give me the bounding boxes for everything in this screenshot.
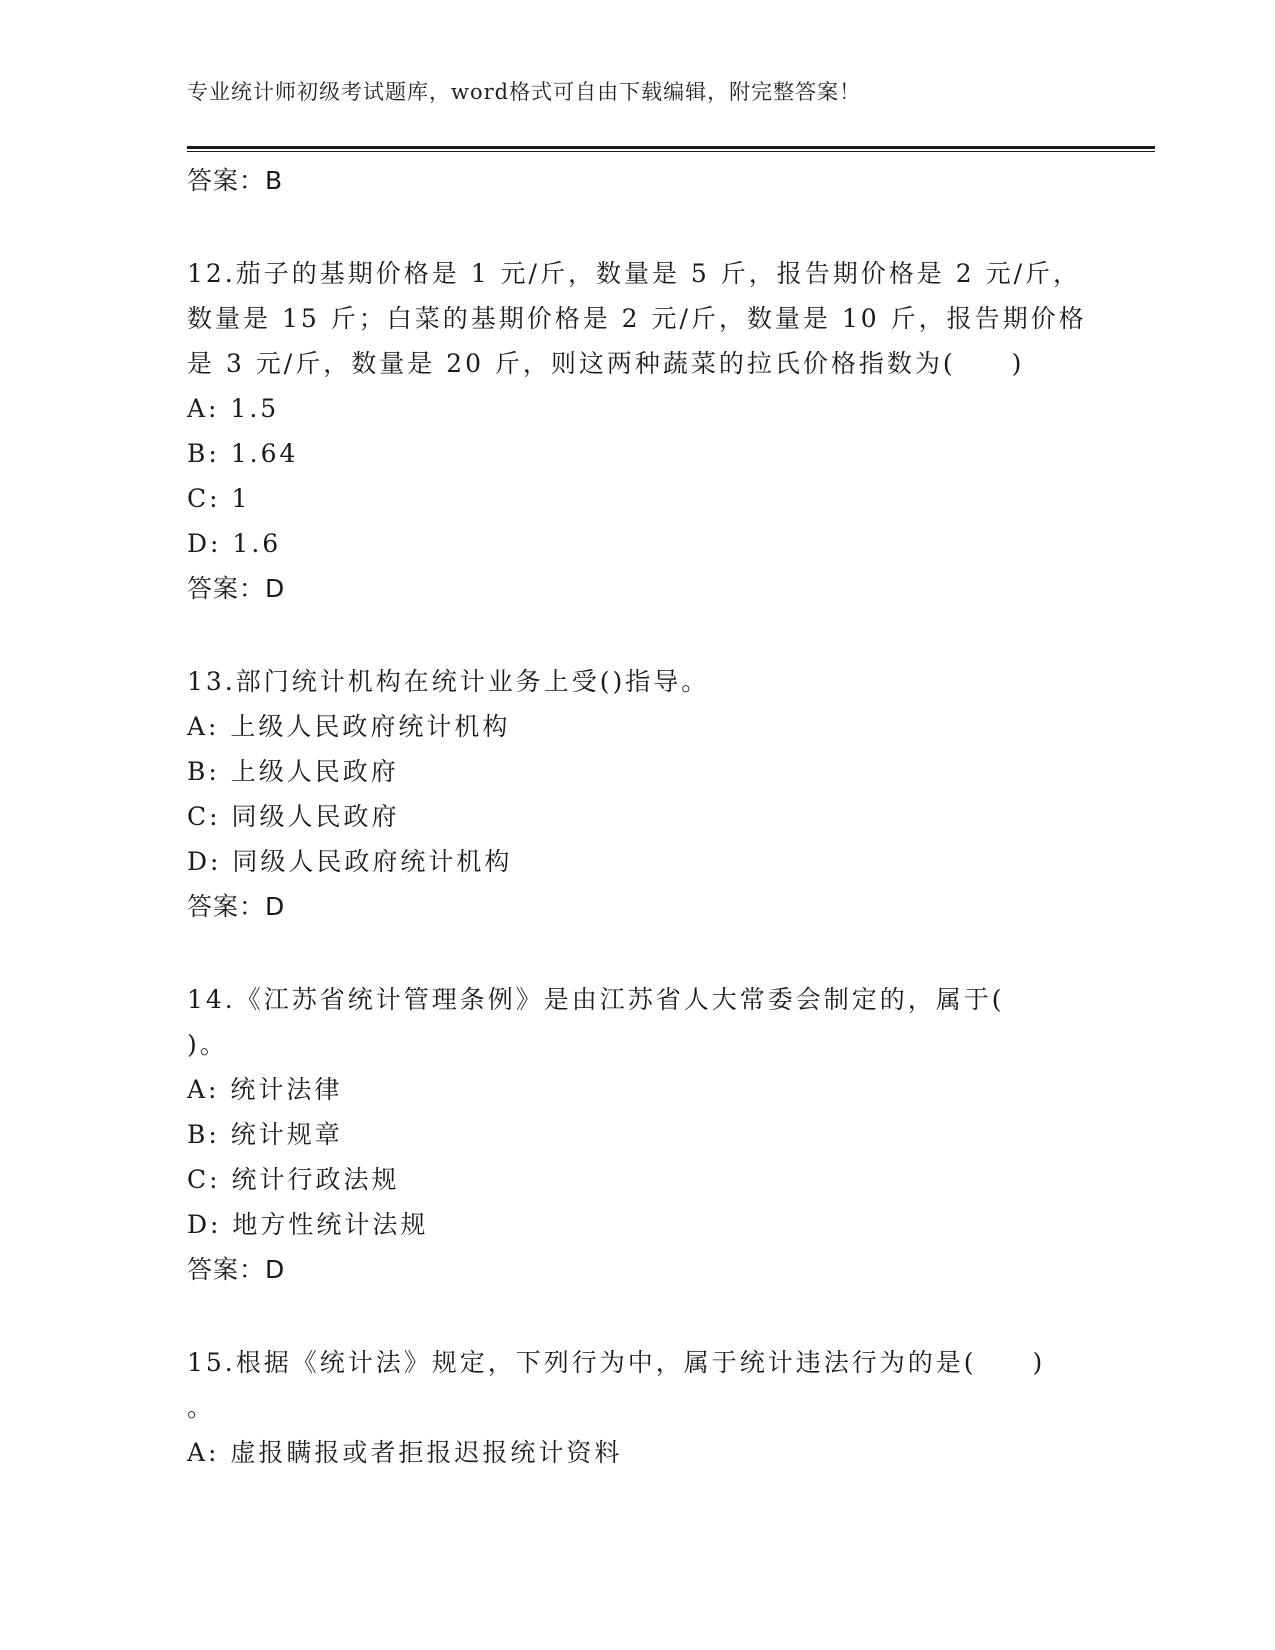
option-c: C: 统计行政法规 bbox=[187, 1165, 400, 1194]
question-text-line: 数量是 15 斤；白菜的基期价格是 2 元/斤，数量是 10 斤，报告期价格 bbox=[187, 304, 1087, 333]
option-b: B: 统计规章 bbox=[187, 1120, 343, 1149]
answer-12: 答案：D bbox=[187, 574, 286, 603]
option-d: D: 同级人民政府统计机构 bbox=[187, 847, 513, 876]
option-a: A: 上级人民政府统计机构 bbox=[187, 712, 511, 741]
header-rule-thick bbox=[187, 146, 1155, 149]
question-14 bbox=[187, 977, 1087, 1067]
option-c: C: 同级人民政府 bbox=[187, 802, 400, 831]
question-text-line: 14.《江苏省统计管理条例》是由江苏省人大常委会制定的，属于( bbox=[187, 985, 1005, 1014]
answer-14: 答案：D bbox=[187, 1255, 286, 1284]
previous-answer: 答案：B bbox=[187, 166, 284, 195]
option-d: D: 1.6 bbox=[187, 529, 282, 558]
option-b: B: 1.64 bbox=[187, 439, 299, 468]
option-a: A: 1.5 bbox=[187, 394, 280, 423]
question-text-line: 。 bbox=[187, 1393, 216, 1422]
option-b: B: 上级人民政府 bbox=[187, 757, 399, 786]
option-c: C: 1 bbox=[187, 484, 251, 513]
question-text-line: )。 bbox=[187, 1030, 228, 1059]
option-d: D: 地方性统计法规 bbox=[187, 1210, 429, 1239]
question-text-line: 是 3 元/斤，数量是 20 斤，则这两种蔬菜的拉氏价格指数为( ) bbox=[187, 349, 1025, 378]
question-text-line: 12.茄子的基期价格是 1 元/斤，数量是 5 斤，报告期价格是 2 元/斤， bbox=[187, 259, 1082, 288]
page-header: 专业统计师初级考试题库，word格式可自由下载编辑，附完整答案！ bbox=[187, 80, 862, 104]
question-12 bbox=[187, 251, 1087, 386]
question-text-line: 13.部门统计机构在统计业务上受()指导。 bbox=[187, 667, 710, 696]
answer-13: 答案：D bbox=[187, 892, 286, 921]
header-rule-thin bbox=[187, 151, 1155, 152]
option-a: A: 虚报瞒报或者拒报迟报统计资料 bbox=[187, 1438, 623, 1467]
question-15 bbox=[187, 1340, 1087, 1430]
document-body bbox=[187, 158, 1087, 1475]
option-a: A: 统计法律 bbox=[187, 1075, 343, 1104]
question-text-line: 15.根据《统计法》规定，下列行为中，属于统计违法行为的是( ) bbox=[187, 1348, 1046, 1377]
question-13 bbox=[187, 659, 1087, 704]
